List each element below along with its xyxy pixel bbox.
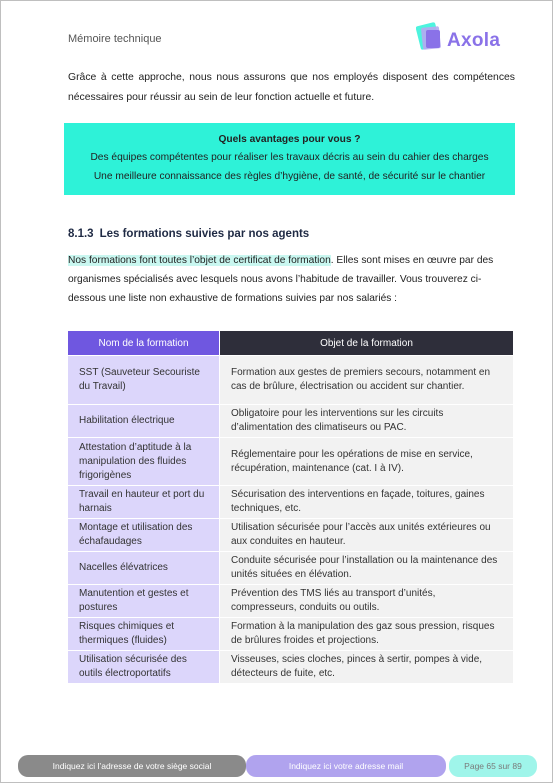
formation-name: Montage et utilisation des échafaudages [68,519,219,551]
callout-line: Des équipes compétentes pour réaliser les travaux décris au sein du cahier des charges [90,152,489,163]
formation-object: Utilisation sécurisée pour l’accès aux unités extérieures ou aux conduites en hauteur. [220,519,513,551]
formation-object: Formation aux gestes de premiers secours, notamment en cas de brûlure, électrisation ou accident sur chantier. [220,356,513,404]
advantages-callout [64,123,515,195]
paragraph-rest: . Elles sont mises en œuvre par des organismes spécialisés avec lesquels nous avons l’habitude de travailler. Vous trouverez ci-dessous une liste non exhaustive de formations suivies par nos salariés : [68,255,494,304]
table-row [68,356,513,404]
footer-address: Indiquez ici l’adresse de votre siège social [18,755,246,777]
section-title-text: Les formations suivies par nos agents [99,228,310,240]
formation-object: Réglementaire pour les opérations de mise en service, récupération, maintenance (cat. I à IV). [220,438,513,485]
section-paragraph [68,251,516,308]
formations-table [67,330,514,684]
formation-object: Conduite sécurisée pour l’installation ou la maintenance des unités situées en élévation. [220,552,513,584]
formation-object: Sécurisation des interventions en façade, toitures, gaines techniques, etc. [220,486,513,518]
table-row [68,519,513,551]
logo-text: Axola [447,30,501,51]
formation-name: Travail en hauteur et port du harnais [68,486,219,518]
callout-title: Quels avantages pour vous ? [218,134,361,145]
formation-name: Risques chimiques et thermiques (fluides) [68,618,219,650]
table-row [68,405,513,437]
highlighted-text: Nos formations font toutes l’objet de certificat de formation [68,255,331,266]
formation-name: Manutention et gestes et postures [68,585,219,617]
formation-object: Prévention des TMS liés au transport d’unités, compresseurs, conduits ou outils. [220,585,513,617]
footer-email: Indiquez ici votre adresse mail [246,755,446,777]
section-number: 8.1.3 [68,228,94,240]
formation-object: Formation à la manipulation des gaz sous pression, risques de brûlures froides et projections. [220,618,513,650]
formation-object: Visseuses, scies cloches, pinces à sertir, pompes à vide, détecteurs de fuite, etc. [220,651,513,683]
column-header-name: Nom de la formation [68,331,219,355]
formation-name: SST (Sauveteur Secouriste du Travail) [68,356,219,404]
formation-object: Obligatoire pour les interventions sur les circuits d’alimentation des climatiseurs ou PAC. [220,405,513,437]
formation-name: Attestation d’aptitude à la manipulation des fluides frigorigènes [68,438,219,485]
callout-line: Une meilleure connaissance des règles d’hygiène, de santé, de sécurité sur le chantier [93,171,486,182]
table-row [68,618,513,650]
header-title: Mémoire technique [68,33,162,45]
table-row [68,438,513,485]
column-header-object: Objet de la formation [220,331,513,355]
table-row [68,651,513,683]
formation-name: Habilitation électrique [68,405,219,437]
table-row [68,585,513,617]
formation-name: Utilisation sécurisée des outils électroportatifs [68,651,219,683]
section-heading [68,228,309,240]
table-row [68,486,513,518]
formation-name: Nacelles élévatrices [68,552,219,584]
intro-paragraph: Grâce à cette approche, nous nous assurons que nos employés disposent des compétences nécessaires pour réussir au sein de leur fonction actuelle et future. [68,72,515,103]
footer-page-number: Page 65 sur 89 [449,755,537,777]
table-row [68,552,513,584]
